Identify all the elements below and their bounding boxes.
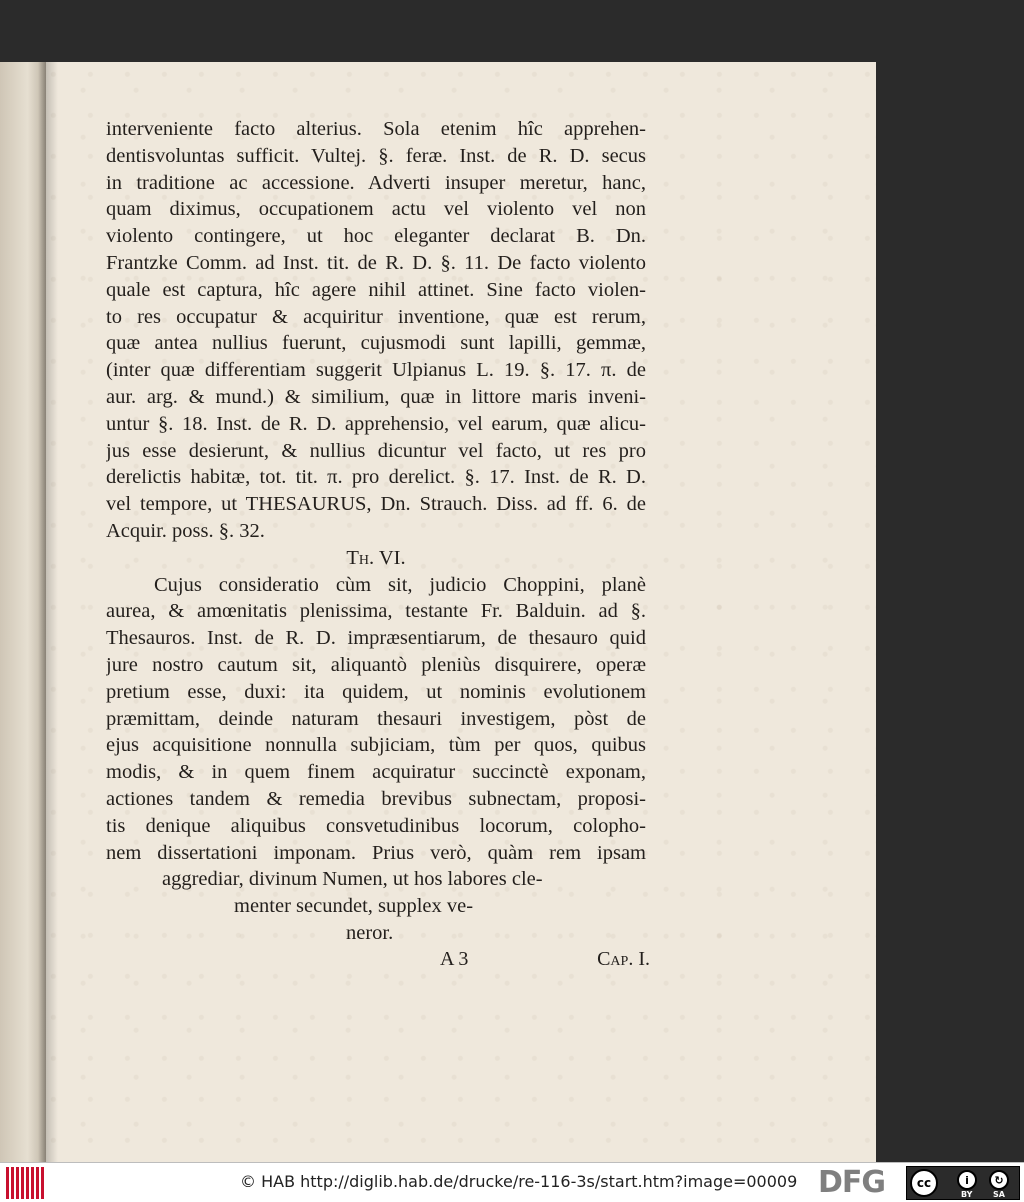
share-alike-icon: ↻ <box>989 1170 1009 1190</box>
thesis-heading: Th. VI. <box>346 546 406 569</box>
text-line: to res occupatur & acquiritur inventione, quæ est rerum, <box>106 305 646 328</box>
text-line: Thesauros. Inst. de R. D. impræsentiarum, de thesauro quid <box>106 627 646 650</box>
text-line: ejus acquisitione nonnulla subjiciam, tùm per quos, quibus <box>106 734 646 757</box>
text-line: Cujus consideratio cùm sit, judicio Choppini, planè <box>154 573 646 596</box>
catchword: Cap. I. <box>597 948 650 970</box>
viewer-footer <box>0 1162 1024 1202</box>
text-line: violento contingere, ut hoc eleganter declarat B. Dn. <box>106 225 646 248</box>
text-line: quæ antea nullius fuerunt, cujusmodi sunt lapilli, gemmæ, <box>106 332 646 355</box>
closing-line: aggrediar, divinum Numen, ut hos labores cle- <box>162 868 543 891</box>
text-line: Frantzke Comm. ad Inst. tit. de R. D. §. 11. De facto violento <box>106 251 646 274</box>
page-text <box>106 116 646 947</box>
text-line: quale est captura, hîc agere nihil attinet. Sine facto violen- <box>106 278 646 301</box>
catchline <box>440 948 650 971</box>
barcode-icon <box>6 1167 44 1199</box>
text-line: aurea, & amœnitatis plenissima, testante Fr. Balduin. ad §. <box>106 600 646 623</box>
text-line: jus esse desierunt, & nullius dicuntur vel facto, ut res pro <box>106 439 646 462</box>
page-shadow <box>46 62 58 1162</box>
copyright-link[interactable]: © HAB http://diglib.hab.de/drucke/re-116-3s/start.htm?image=00009 <box>240 1172 798 1191</box>
text-line: derelictis habitæ, tot. tit. π. pro derelict. §. 17. Inst. de R. D. <box>106 466 646 489</box>
text-line: interveniente facto alterius. Sola etenim hîc apprehen- <box>106 118 646 140</box>
text-line: tis denique aliquibus consvetudinibus locorum, colopho- <box>106 814 646 837</box>
by-label: BY <box>961 1190 973 1199</box>
text-line: jure nostro cautum sit, aliquantò pleniùs disquirere, operæ <box>106 653 646 676</box>
text-line: nem dissertationi imponam. Prius verò, quàm rem ipsam <box>106 841 646 864</box>
text-line: in traditione ac accessione. Adverti insuper meretur, hanc, <box>106 171 646 194</box>
closing-line: menter secundet, supplex ve- <box>234 895 474 918</box>
text-line: quam diximus, occupationem actu vel violento vel non <box>106 198 646 221</box>
text-line: aur. arg. & mund.) & similium, quæ in littore maris inveni- <box>106 385 646 408</box>
text-line: untur §. 18. Inst. de R. D. apprehensio, vel earum, quæ alicu- <box>106 412 646 435</box>
attribution-icon: i <box>957 1170 977 1190</box>
cc-icon: cc <box>910 1169 938 1197</box>
text-line: actiones tandem & remedia brevibus subnectam, proposi- <box>106 787 646 810</box>
text-line: (inter quæ differentiam suggerit Ulpianus L. 19. §. 17. π. de <box>106 359 646 382</box>
sa-label: SA <box>993 1190 1005 1199</box>
cc-license-badge[interactable] <box>906 1166 1020 1200</box>
text-line: vel tempore, ut THESAURUS, Dn. Strauch. Diss. ad ff. 6. de <box>106 493 646 516</box>
signature-mark: A 3 <box>440 948 469 970</box>
text-line: pretium esse, duxi: ita quidem, ut nominis evolutionem <box>106 680 646 703</box>
text-line: dentisvoluntas sufficit. Vultej. §. feræ. Inst. de R. D. secus <box>106 144 646 167</box>
dfg-logo: DFG <box>818 1165 886 1200</box>
text-line: Acquir. poss. §. 32. <box>106 519 265 542</box>
closing-line: neror. <box>346 921 394 944</box>
text-line: præmittam, deinde naturam thesauri investigem, pòst de <box>106 707 646 730</box>
text-line: modis, & in quem finem acquiratur succinctè exponam, <box>106 761 646 784</box>
